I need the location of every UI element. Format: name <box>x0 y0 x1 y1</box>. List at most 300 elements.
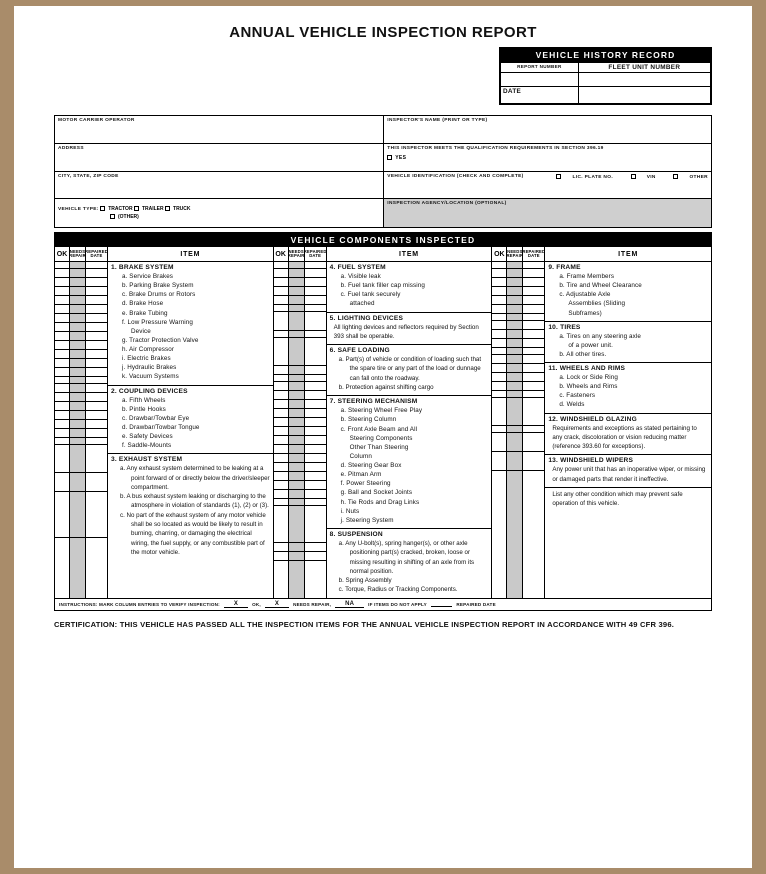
inspection-item: a. Visible leak <box>340 273 381 280</box>
checkbox-cell[interactable] <box>289 552 304 561</box>
checkbox-cell[interactable] <box>274 338 288 366</box>
checkbox-cell[interactable] <box>492 398 506 426</box>
checkbox-icon-vin[interactable] <box>631 174 636 179</box>
motor-carrier-operator-field[interactable] <box>55 116 384 143</box>
checkbox-cell[interactable] <box>305 391 326 400</box>
checkbox-cell[interactable] <box>523 339 544 348</box>
checkbox-cell[interactable] <box>305 331 326 338</box>
checkbox-cell[interactable] <box>274 472 288 481</box>
checkbox-cell[interactable] <box>55 305 69 314</box>
checkbox-cell[interactable] <box>289 454 304 463</box>
checkbox-cell[interactable] <box>274 262 288 269</box>
checkbox-cell[interactable] <box>305 561 326 595</box>
inspection-item: a. Steering Wheel Free Play <box>340 407 423 415</box>
checkbox-cell[interactable] <box>274 445 288 454</box>
checkbox-cell[interactable] <box>523 355 544 364</box>
ok-column-2[interactable] <box>274 262 289 598</box>
checkbox-cell[interactable] <box>507 321 522 330</box>
checkbox-cell[interactable] <box>492 287 506 296</box>
checkbox-cell[interactable] <box>274 305 288 312</box>
checkbox-cell[interactable] <box>274 391 288 400</box>
checkbox-cell[interactable] <box>305 400 326 409</box>
checkbox-cell[interactable] <box>523 278 544 287</box>
component-section <box>545 488 711 512</box>
checkbox-cell[interactable] <box>55 269 69 278</box>
option-other-id[interactable] <box>665 175 708 180</box>
checkbox-cell[interactable] <box>70 332 85 341</box>
checkbox-cell[interactable] <box>274 463 288 472</box>
checkbox-cell[interactable] <box>70 341 85 350</box>
checkbox-cell[interactable] <box>274 418 288 427</box>
vehicle-type-row-1 <box>58 206 380 212</box>
checkbox-cell[interactable] <box>492 314 506 321</box>
repaired-date-column-3[interactable] <box>523 262 545 598</box>
checkbox-cell[interactable] <box>305 375 326 382</box>
component-section <box>545 322 711 363</box>
checkbox-cell[interactable] <box>55 384 69 393</box>
header-group-3 <box>492 247 711 261</box>
checkbox-cell[interactable] <box>70 445 85 473</box>
checkbox-cell[interactable] <box>70 278 85 287</box>
checkbox-cell[interactable] <box>492 278 506 287</box>
checkbox-cell[interactable] <box>86 287 107 296</box>
checkbox-cell[interactable] <box>289 561 304 595</box>
checkbox-cell[interactable] <box>492 391 506 398</box>
checkbox-cell[interactable] <box>86 332 107 341</box>
header-needs-repair-2: NEEDS REPAIR <box>287 248 305 258</box>
ok-column-3[interactable] <box>492 262 507 598</box>
checkbox-icon-lic-plate[interactable] <box>556 174 561 179</box>
checkbox-cell[interactable] <box>55 538 69 595</box>
checkbox-cell[interactable] <box>274 296 288 305</box>
option-truck[interactable] <box>165 206 191 212</box>
checkbox-cell[interactable] <box>55 296 69 305</box>
checkbox-cell[interactable] <box>507 373 522 382</box>
checkbox-cell[interactable] <box>289 543 304 552</box>
checkbox-cell[interactable] <box>507 355 522 364</box>
checkbox-cell[interactable] <box>507 305 522 314</box>
checkbox-cell[interactable] <box>289 338 304 366</box>
checkbox-cell[interactable] <box>289 391 304 400</box>
checkbox-cell[interactable] <box>289 463 304 472</box>
checkbox-cell[interactable] <box>86 350 107 359</box>
checkbox-cell[interactable] <box>305 445 326 454</box>
checkbox-cell[interactable] <box>507 296 522 305</box>
checkbox-cell[interactable] <box>274 561 288 595</box>
checkbox-cell[interactable] <box>523 398 544 426</box>
checkbox-cell[interactable] <box>70 492 85 538</box>
option-lic-plate[interactable] <box>548 175 613 180</box>
checkbox-cell[interactable] <box>507 287 522 296</box>
checkbox-grid-2[interactable] <box>274 262 327 598</box>
checkbox-cell[interactable] <box>305 490 326 499</box>
checkbox-cell[interactable] <box>305 338 326 366</box>
checkbox-cell[interactable] <box>289 472 304 481</box>
checkbox-cell[interactable] <box>523 391 544 398</box>
checkbox-cell[interactable] <box>55 368 69 377</box>
checkbox-cell[interactable] <box>70 438 85 445</box>
checkbox-cell[interactable] <box>305 409 326 418</box>
checkbox-cell[interactable] <box>305 481 326 490</box>
checkbox-cell[interactable] <box>507 262 522 269</box>
checkbox-cell[interactable] <box>289 445 304 454</box>
checkbox-cell[interactable] <box>492 296 506 305</box>
inspection-item-text: b. A bus exhaust system leaking or discharging to the atmosphere in violation of standards (1), (2) or (3). <box>120 493 269 510</box>
address-field[interactable] <box>55 144 384 171</box>
checkbox-cell[interactable] <box>274 506 288 543</box>
checkbox-icon-trailer[interactable] <box>134 206 139 211</box>
checkbox-cell[interactable] <box>507 314 522 321</box>
checkbox-cell[interactable] <box>507 426 522 433</box>
checkbox-cell[interactable] <box>274 427 288 436</box>
checkbox-cell[interactable] <box>86 314 107 323</box>
checkbox-cell[interactable] <box>55 411 69 420</box>
checkbox-cell[interactable] <box>86 323 107 332</box>
checkbox-cell[interactable] <box>305 506 326 543</box>
repaired-date-column-2[interactable] <box>305 262 327 598</box>
needs-repair-column-1[interactable] <box>70 262 86 598</box>
checkbox-cell[interactable] <box>86 445 107 473</box>
checkbox-cell[interactable] <box>274 331 288 338</box>
checkbox-cell[interactable] <box>70 393 85 402</box>
checkbox-cell[interactable] <box>305 552 326 561</box>
checkbox-cell[interactable] <box>305 463 326 472</box>
checkbox-cell[interactable] <box>305 499 326 506</box>
inspection-item: b. Parking Brake System <box>122 282 194 290</box>
checkbox-cell[interactable] <box>274 543 288 552</box>
checkbox-icon-other-id[interactable] <box>673 174 678 179</box>
header-item-1: ITEM <box>180 250 201 258</box>
checkbox-cell[interactable] <box>523 305 544 314</box>
checkbox-cell[interactable] <box>305 454 326 463</box>
header-item-3: ITEM <box>618 250 639 258</box>
checkbox-cell[interactable] <box>523 262 544 269</box>
checkbox-cell[interactable] <box>289 506 304 543</box>
checkbox-cell[interactable] <box>289 269 304 278</box>
checkbox-cell[interactable] <box>305 436 326 445</box>
checkbox-cell[interactable] <box>523 348 544 355</box>
checkbox-cell[interactable] <box>289 427 304 436</box>
checkbox-cell[interactable] <box>274 366 288 375</box>
checkbox-cell[interactable] <box>289 366 304 375</box>
report-number-field[interactable] <box>501 73 579 87</box>
item-list-1 <box>108 262 273 598</box>
checkbox-cell[interactable] <box>70 323 85 332</box>
checkbox-cell[interactable] <box>492 321 506 330</box>
checkbox-cell[interactable] <box>55 341 69 350</box>
checkbox-cell[interactable] <box>507 452 522 471</box>
checkbox-cell[interactable] <box>55 262 69 269</box>
checkbox-cell[interactable] <box>70 402 85 411</box>
checkbox-cell[interactable] <box>492 471 506 597</box>
checkbox-cell[interactable] <box>274 287 288 296</box>
repaired-date-column-1[interactable] <box>86 262 108 598</box>
checkbox-cell[interactable] <box>70 538 85 595</box>
checkbox-cell[interactable] <box>70 359 85 368</box>
checkbox-cell[interactable] <box>86 492 107 538</box>
inspection-item-text: Any power unit that has an inoperative wiper, or missing or damaged parts that render it ineffective. <box>552 466 706 483</box>
checkbox-cell[interactable] <box>86 359 107 368</box>
checkbox-cell[interactable] <box>55 377 69 384</box>
inspection-agency-field[interactable] <box>384 199 711 227</box>
inspection-item: Other Than Steering <box>349 443 409 451</box>
checkbox-cell[interactable] <box>274 269 288 278</box>
checkbox-cell[interactable] <box>492 382 506 391</box>
checkbox-cell[interactable] <box>289 382 304 391</box>
checkbox-cell[interactable] <box>55 393 69 402</box>
checkbox-cell[interactable] <box>289 400 304 409</box>
checkbox-cell[interactable] <box>70 305 85 314</box>
carrier-inspector-block <box>54 115 712 228</box>
checkbox-cell[interactable] <box>55 402 69 411</box>
inspection-item: c. Front Axle Beam and All <box>340 425 418 433</box>
checkbox-cell[interactable] <box>289 409 304 418</box>
fleet-unit-number-field[interactable] <box>578 73 710 87</box>
checkbox-cell[interactable] <box>289 287 304 296</box>
checkbox-cell[interactable] <box>55 323 69 332</box>
checkbox-cell[interactable] <box>55 314 69 323</box>
checkbox-cell[interactable] <box>305 305 326 312</box>
checkbox-cell[interactable] <box>507 330 522 339</box>
needs-repair-column-2[interactable] <box>289 262 305 598</box>
checkbox-cell[interactable] <box>523 364 544 373</box>
checkbox-cell[interactable] <box>86 402 107 411</box>
checkbox-cell[interactable] <box>507 433 522 452</box>
checkbox-cell[interactable] <box>55 429 69 438</box>
checkbox-cell[interactable] <box>289 490 304 499</box>
checkbox-cell[interactable] <box>70 420 85 429</box>
checkbox-cell[interactable] <box>274 312 288 331</box>
city-state-zip-field[interactable] <box>55 172 384 198</box>
checkbox-cell[interactable] <box>305 287 326 296</box>
checkbox-grid-1[interactable] <box>55 262 108 598</box>
checkbox-cell[interactable] <box>70 296 85 305</box>
checkbox-cell[interactable] <box>523 314 544 321</box>
checkbox-cell[interactable] <box>274 278 288 287</box>
checkbox-cell[interactable] <box>86 305 107 314</box>
checkbox-icon-other-vehicle[interactable] <box>110 214 115 219</box>
checkbox-cell[interactable] <box>507 348 522 355</box>
checkbox-cell[interactable] <box>86 377 107 384</box>
checkbox-cell[interactable] <box>55 445 69 473</box>
checkbox-cell[interactable] <box>305 418 326 427</box>
option-tractor[interactable] <box>100 206 132 212</box>
checkbox-cell[interactable] <box>289 312 304 331</box>
checkbox-cell[interactable] <box>507 391 522 398</box>
checkbox-cell[interactable] <box>289 305 304 312</box>
checkbox-cell[interactable] <box>70 411 85 420</box>
checkbox-cell[interactable] <box>305 278 326 287</box>
checkbox-cell[interactable] <box>523 382 544 391</box>
checkbox-cell[interactable] <box>507 382 522 391</box>
checkbox-cell[interactable] <box>507 339 522 348</box>
checkbox-cell[interactable] <box>492 330 506 339</box>
checkbox-cell[interactable] <box>507 398 522 426</box>
inspection-item: d. Welds <box>559 401 585 409</box>
checkbox-cell[interactable] <box>507 269 522 278</box>
option-other-vehicle[interactable] <box>110 214 139 220</box>
checkbox-cell[interactable] <box>492 269 506 278</box>
checkbox-cell[interactable] <box>70 350 85 359</box>
checkbox-cell[interactable] <box>492 426 506 433</box>
checkbox-cell[interactable] <box>492 433 506 452</box>
inspection-item: b. Fuel tank filler cap missing <box>340 282 425 290</box>
checkbox-cell[interactable] <box>492 373 506 382</box>
checkbox-cell[interactable] <box>86 538 107 595</box>
inspection-item: e. Pitman Arm <box>340 471 382 479</box>
page-title: ANNUAL VEHICLE INSPECTION REPORT <box>229 24 537 41</box>
checkbox-cell[interactable] <box>523 433 544 452</box>
checkbox-cell[interactable] <box>70 473 85 492</box>
checkbox-cell[interactable] <box>289 296 304 305</box>
checkbox-cell[interactable] <box>305 312 326 331</box>
checkbox-cell[interactable] <box>523 471 544 597</box>
checkbox-cell[interactable] <box>274 400 288 409</box>
checkbox-icon-tractor[interactable] <box>100 206 105 211</box>
checkbox-cell[interactable] <box>289 436 304 445</box>
checkbox-cell[interactable] <box>86 429 107 438</box>
checkbox-cell[interactable] <box>86 262 107 269</box>
checkbox-cell[interactable] <box>70 429 85 438</box>
checkbox-cell[interactable] <box>86 384 107 393</box>
checkbox-cell[interactable] <box>86 341 107 350</box>
checkbox-cell[interactable] <box>289 278 304 287</box>
needs-repair-column-3[interactable] <box>507 262 523 598</box>
checkbox-cell[interactable] <box>86 420 107 429</box>
checkbox-cell[interactable] <box>55 420 69 429</box>
checkbox-cell[interactable] <box>86 269 107 278</box>
checkbox-cell[interactable] <box>55 473 69 492</box>
date-field[interactable] <box>578 87 710 104</box>
checkbox-cell[interactable] <box>86 296 107 305</box>
checkbox-cell[interactable] <box>507 471 522 597</box>
checkbox-cell[interactable] <box>86 411 107 420</box>
option-trailer[interactable] <box>134 206 164 212</box>
checkbox-cell[interactable] <box>305 366 326 375</box>
checkbox-cell[interactable] <box>523 269 544 278</box>
checkbox-cell[interactable] <box>55 350 69 359</box>
checkbox-icon-yes[interactable] <box>387 155 392 160</box>
checkbox-cell[interactable] <box>492 262 506 269</box>
checkbox-cell[interactable] <box>86 473 107 492</box>
checkbox-cell[interactable] <box>289 499 304 506</box>
option-vin[interactable] <box>623 175 656 180</box>
inspection-item: e. Brake Tubing <box>122 309 168 317</box>
checkbox-cell[interactable] <box>274 409 288 418</box>
checkbox-cell[interactable] <box>70 314 85 323</box>
inspection-item-text: a. Any exhaust system determined to be leaking at a point forward of or directly below the driver/sleeper compartment. <box>120 465 270 491</box>
checkbox-cell[interactable] <box>55 332 69 341</box>
checkbox-cell[interactable] <box>305 472 326 481</box>
checkbox-cell[interactable] <box>305 543 326 552</box>
header-repaired-date-3: REPAIRED DATE <box>522 248 546 258</box>
checkbox-cell[interactable] <box>492 355 506 364</box>
inspection-item-text: Requirements and exceptions as stated pertaining to any crack, discoloration or vision reducing matter (reference 393.60 for exceptions). <box>552 424 697 451</box>
checkbox-cell[interactable] <box>274 481 288 490</box>
checkbox-cell[interactable] <box>70 262 85 269</box>
checkbox-cell[interactable] <box>70 269 85 278</box>
qualification-block <box>384 144 711 171</box>
checkbox-cell[interactable] <box>70 377 85 384</box>
section-heading: 4. FUEL SYSTEM <box>329 264 386 271</box>
checkbox-cell[interactable] <box>492 348 506 355</box>
checkbox-cell[interactable] <box>274 382 288 391</box>
checkbox-icon-truck[interactable] <box>165 206 170 211</box>
checkbox-cell[interactable] <box>492 452 506 471</box>
checkbox-cell[interactable] <box>492 364 506 373</box>
checkbox-cell[interactable] <box>289 481 304 490</box>
checkbox-cell[interactable] <box>305 269 326 278</box>
inspection-item: d. Drawbar/Towbar Tongue <box>122 423 200 431</box>
checkbox-cell[interactable] <box>70 368 85 377</box>
checkbox-cell[interactable] <box>274 454 288 463</box>
checkbox-cell[interactable] <box>289 418 304 427</box>
checkbox-cell[interactable] <box>289 262 304 269</box>
checkbox-cell[interactable] <box>523 287 544 296</box>
qualification-yes-row[interactable] <box>387 155 708 161</box>
checkbox-cell[interactable] <box>274 490 288 499</box>
checkbox-cell[interactable] <box>55 278 69 287</box>
checkbox-cell[interactable] <box>274 436 288 445</box>
section-heading: 12. WINDSHIELD GLAZING <box>548 415 637 423</box>
checkbox-cell[interactable] <box>55 287 69 296</box>
checkbox-cell[interactable] <box>70 287 85 296</box>
checkbox-cell[interactable] <box>86 278 107 287</box>
ok-column-1[interactable] <box>55 262 70 598</box>
checkbox-cell[interactable] <box>289 331 304 338</box>
checkbox-cell[interactable] <box>305 427 326 436</box>
checkbox-cell[interactable] <box>55 359 69 368</box>
inspection-item: g. Ball and Socket Joints <box>340 489 413 497</box>
component-section <box>545 363 711 414</box>
checkbox-cell[interactable] <box>507 364 522 373</box>
checkbox-cell[interactable] <box>523 373 544 382</box>
checkbox-cell[interactable] <box>492 305 506 314</box>
vehicle-components-table <box>54 232 712 599</box>
checkbox-cell[interactable] <box>86 438 107 445</box>
section-heading: 11. WHEELS AND RIMS <box>548 365 626 372</box>
inspector-name-field[interactable] <box>384 116 711 143</box>
checkbox-cell[interactable] <box>305 382 326 391</box>
checkbox-cell[interactable] <box>523 452 544 471</box>
qualification-label: THIS INSPECTOR MEETS THE QUALIFICATION REQUIREMENTS IN SECTION 396.19 <box>387 146 604 151</box>
checkbox-cell[interactable] <box>55 438 69 445</box>
checkbox-cell[interactable] <box>70 384 85 393</box>
inspection-item: f. Power Steering <box>340 480 391 488</box>
checkbox-cell[interactable] <box>289 375 304 382</box>
vehicle-identification-block <box>384 172 711 198</box>
checkbox-cell[interactable] <box>86 368 107 377</box>
checkbox-cell[interactable] <box>492 339 506 348</box>
checkbox-cell[interactable] <box>274 552 288 561</box>
checkbox-cell[interactable] <box>86 393 107 402</box>
checkbox-cell[interactable] <box>305 262 326 269</box>
checkbox-cell[interactable] <box>523 330 544 339</box>
checkbox-cell[interactable] <box>523 296 544 305</box>
checkbox-cell[interactable] <box>523 426 544 433</box>
checkbox-cell[interactable] <box>523 321 544 330</box>
checkbox-cell[interactable] <box>507 278 522 287</box>
repaired-date-blank[interactable] <box>431 601 452 607</box>
checkbox-cell[interactable] <box>55 492 69 538</box>
inspection-item: c. Drawbar/Towbar Eye <box>122 414 190 422</box>
checkbox-cell[interactable] <box>274 375 288 382</box>
checkbox-grid-3[interactable] <box>492 262 545 598</box>
checkbox-cell[interactable] <box>274 499 288 506</box>
inspection-item: h. Air Compressor <box>122 346 175 353</box>
inspection-item-text: b. Protection against shifting cargo <box>338 383 434 391</box>
checkbox-cell[interactable] <box>305 296 326 305</box>
